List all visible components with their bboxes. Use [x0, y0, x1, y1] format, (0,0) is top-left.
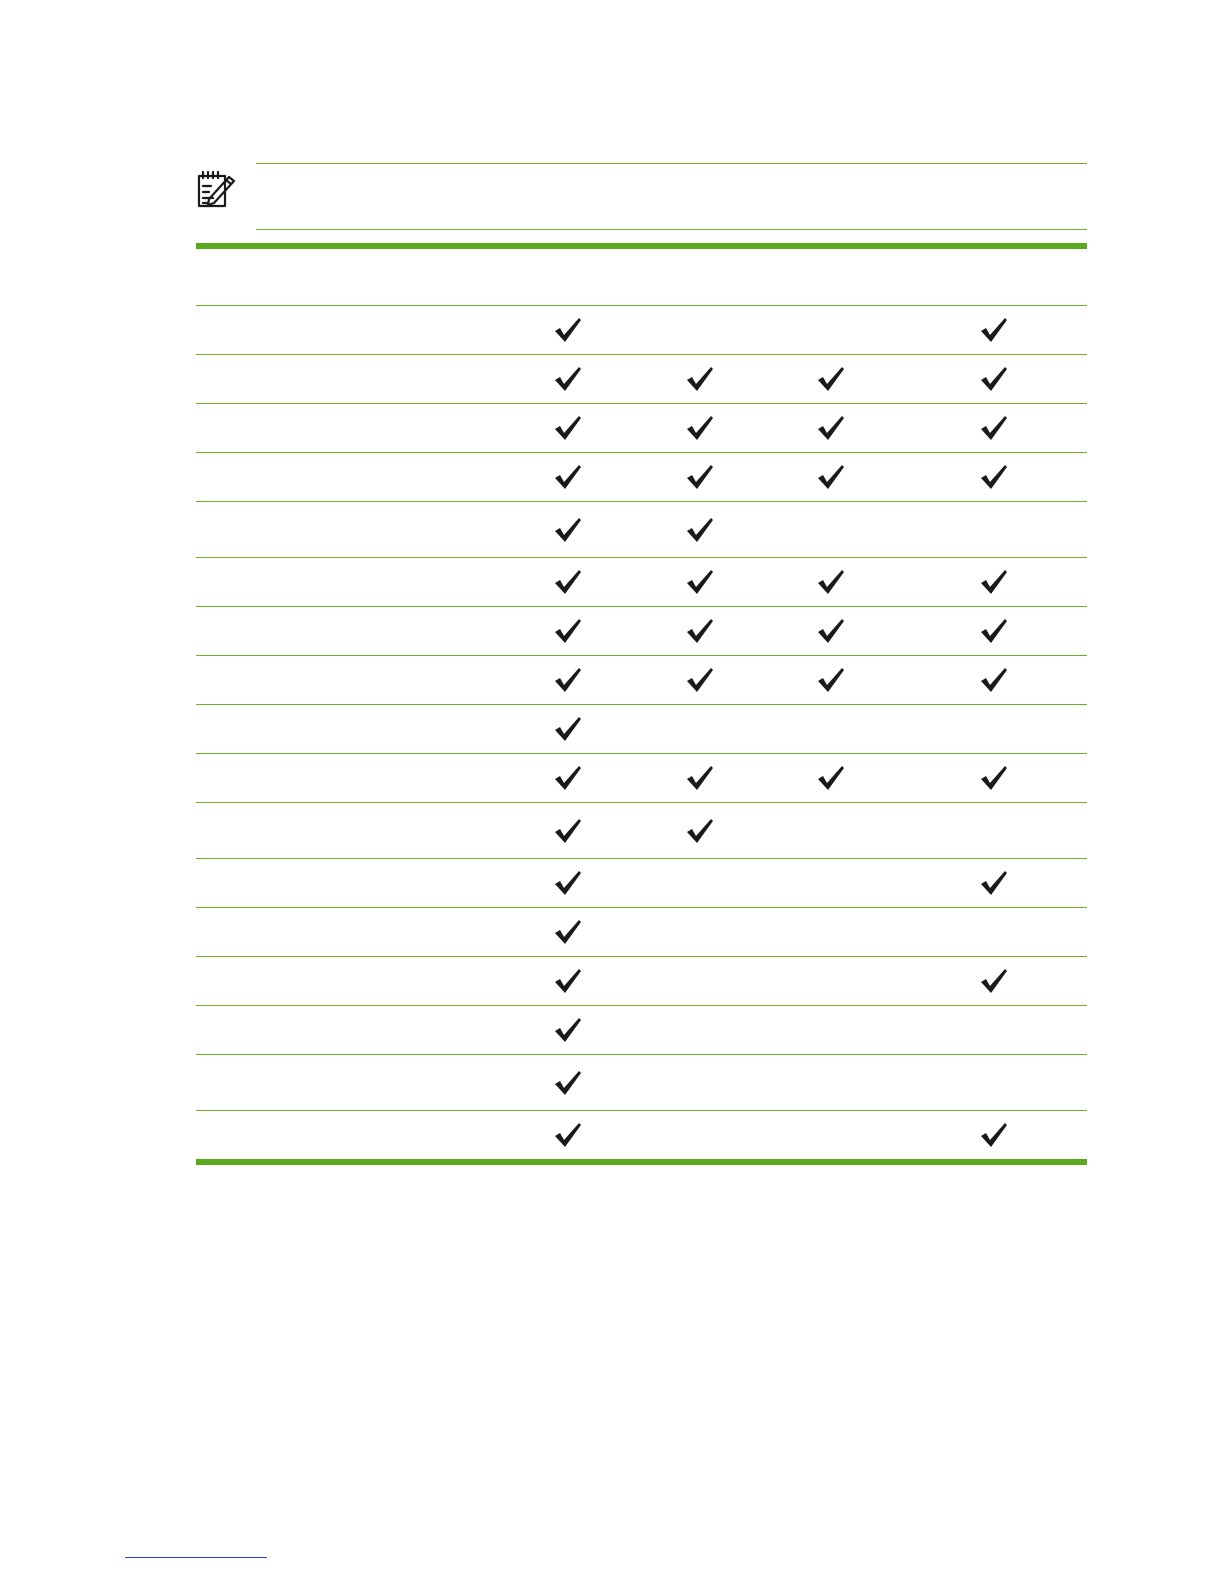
table-row — [196, 803, 1087, 859]
support-cell — [498, 754, 636, 803]
support-cell — [898, 803, 1087, 859]
checkmark-icon — [552, 1015, 582, 1045]
table-body — [196, 306, 1087, 1163]
checkmark-icon — [552, 515, 582, 545]
support-cell — [762, 705, 898, 754]
note-rule-top — [256, 163, 1087, 164]
header-column-3 — [762, 246, 898, 306]
support-cell — [636, 908, 762, 957]
checkmark-icon — [684, 364, 714, 394]
checkmark-icon — [552, 816, 582, 846]
row-label — [196, 908, 498, 957]
checkmark-icon — [552, 315, 582, 345]
support-cell — [498, 859, 636, 908]
support-cell — [636, 803, 762, 859]
support-cell — [762, 908, 898, 957]
support-cell — [498, 957, 636, 1006]
header-feature — [196, 246, 498, 306]
support-cell — [636, 1111, 762, 1163]
row-label — [196, 705, 498, 754]
checkmark-icon — [684, 567, 714, 597]
support-cell — [498, 306, 636, 355]
table-row — [196, 754, 1087, 803]
support-cell — [898, 404, 1087, 453]
note-rule-bottom — [256, 229, 1087, 230]
support-cell — [636, 607, 762, 656]
support-cell — [898, 754, 1087, 803]
row-label — [196, 306, 498, 355]
checkmark-icon — [552, 364, 582, 394]
support-cell — [898, 908, 1087, 957]
support-cell — [762, 306, 898, 355]
support-cell — [898, 705, 1087, 754]
support-cell — [762, 859, 898, 908]
support-cell — [898, 607, 1087, 656]
support-cell — [498, 1006, 636, 1055]
table-row — [196, 355, 1087, 404]
table-header-row — [196, 246, 1087, 306]
support-cell — [762, 404, 898, 453]
support-cell — [498, 1111, 636, 1163]
checkmark-icon — [815, 364, 845, 394]
row-label — [196, 656, 498, 705]
table-row — [196, 957, 1087, 1006]
checkmark-icon — [552, 1120, 582, 1150]
support-cell — [498, 656, 636, 705]
header-column-1 — [498, 246, 636, 306]
support-cell — [498, 355, 636, 404]
support-cell — [498, 803, 636, 859]
checkmark-icon — [552, 665, 582, 695]
feature-support-table — [196, 243, 1087, 1165]
checkmark-icon — [552, 616, 582, 646]
checkmark-icon — [978, 413, 1008, 443]
checkmark-icon — [978, 364, 1008, 394]
header-column-2 — [636, 246, 762, 306]
table-row — [196, 656, 1087, 705]
support-cell — [898, 859, 1087, 908]
checkmark-icon — [978, 315, 1008, 345]
support-cell — [636, 502, 762, 558]
support-cell — [898, 1055, 1087, 1111]
checkmark-icon — [815, 413, 845, 443]
table-row — [196, 705, 1087, 754]
support-cell — [762, 803, 898, 859]
checkmark-icon — [552, 413, 582, 443]
table-row — [196, 1055, 1087, 1111]
support-cell — [762, 502, 898, 558]
support-cell — [636, 355, 762, 404]
table-row — [196, 859, 1087, 908]
support-cell — [636, 705, 762, 754]
table-row — [196, 1006, 1087, 1055]
table-row — [196, 404, 1087, 453]
support-cell — [636, 453, 762, 502]
row-label — [196, 453, 498, 502]
support-cell — [762, 1111, 898, 1163]
checkmark-icon — [552, 714, 582, 744]
table-row — [196, 1111, 1087, 1163]
checkmark-icon — [815, 567, 845, 597]
support-cell — [636, 754, 762, 803]
support-cell — [898, 502, 1087, 558]
checkmark-icon — [552, 966, 582, 996]
support-cell — [762, 656, 898, 705]
checkmark-icon — [684, 816, 714, 846]
row-label — [196, 1055, 498, 1111]
row-label — [196, 754, 498, 803]
support-cell — [762, 453, 898, 502]
support-cell — [898, 306, 1087, 355]
support-cell — [498, 453, 636, 502]
row-label — [196, 607, 498, 656]
checkmark-icon — [684, 616, 714, 646]
support-cell — [762, 957, 898, 1006]
support-cell — [636, 1055, 762, 1111]
support-cell — [762, 754, 898, 803]
checkmark-icon — [552, 868, 582, 898]
note-pencil-icon — [196, 168, 238, 210]
note-block — [196, 163, 1087, 230]
support-cell — [898, 453, 1087, 502]
checkmark-icon — [978, 1120, 1008, 1150]
checkmark-icon — [684, 763, 714, 793]
support-cell — [636, 1006, 762, 1055]
row-label — [196, 859, 498, 908]
support-cell — [762, 558, 898, 607]
support-cell — [636, 558, 762, 607]
support-cell — [498, 908, 636, 957]
support-cell — [498, 705, 636, 754]
checkmark-icon — [552, 567, 582, 597]
row-label — [196, 1006, 498, 1055]
table-row — [196, 453, 1087, 502]
support-cell — [898, 1006, 1087, 1055]
checkmark-icon — [815, 763, 845, 793]
row-label — [196, 1111, 498, 1163]
checkmark-icon — [684, 665, 714, 695]
checkmark-icon — [978, 868, 1008, 898]
footer-link[interactable] — [125, 1557, 267, 1558]
support-cell — [498, 404, 636, 453]
support-cell — [898, 558, 1087, 607]
support-cell — [498, 1055, 636, 1111]
row-label — [196, 355, 498, 404]
support-cell — [636, 859, 762, 908]
support-cell — [898, 355, 1087, 404]
support-cell — [636, 306, 762, 355]
row-label — [196, 502, 498, 558]
header-column-4 — [898, 246, 1087, 306]
checkmark-icon — [978, 763, 1008, 793]
row-label — [196, 404, 498, 453]
table-row — [196, 607, 1087, 656]
support-cell — [498, 607, 636, 656]
checkmark-icon — [684, 413, 714, 443]
checkmark-icon — [815, 462, 845, 492]
table-row — [196, 502, 1087, 558]
row-label — [196, 803, 498, 859]
checkmark-icon — [684, 462, 714, 492]
checkmark-icon — [978, 462, 1008, 492]
support-cell — [498, 502, 636, 558]
checkmark-icon — [978, 616, 1008, 646]
checkmark-icon — [815, 616, 845, 646]
support-cell — [636, 404, 762, 453]
support-cell — [762, 1006, 898, 1055]
support-cell — [762, 1055, 898, 1111]
support-cell — [898, 957, 1087, 1006]
row-label — [196, 957, 498, 1006]
support-cell — [762, 607, 898, 656]
checkmark-icon — [552, 917, 582, 947]
checkmark-icon — [978, 567, 1008, 597]
table-row — [196, 908, 1087, 957]
checkmark-icon — [978, 966, 1008, 996]
support-cell — [636, 957, 762, 1006]
checkmark-icon — [684, 515, 714, 545]
checkmark-icon — [815, 665, 845, 695]
row-label — [196, 558, 498, 607]
support-cell — [898, 1111, 1087, 1163]
table-row — [196, 306, 1087, 355]
checkmark-icon — [978, 665, 1008, 695]
support-cell — [498, 558, 636, 607]
support-cell — [636, 656, 762, 705]
checkmark-icon — [552, 462, 582, 492]
support-cell — [762, 355, 898, 404]
checkmark-icon — [552, 1068, 582, 1098]
checkmark-icon — [552, 763, 582, 793]
support-cell — [898, 656, 1087, 705]
table-row — [196, 558, 1087, 607]
